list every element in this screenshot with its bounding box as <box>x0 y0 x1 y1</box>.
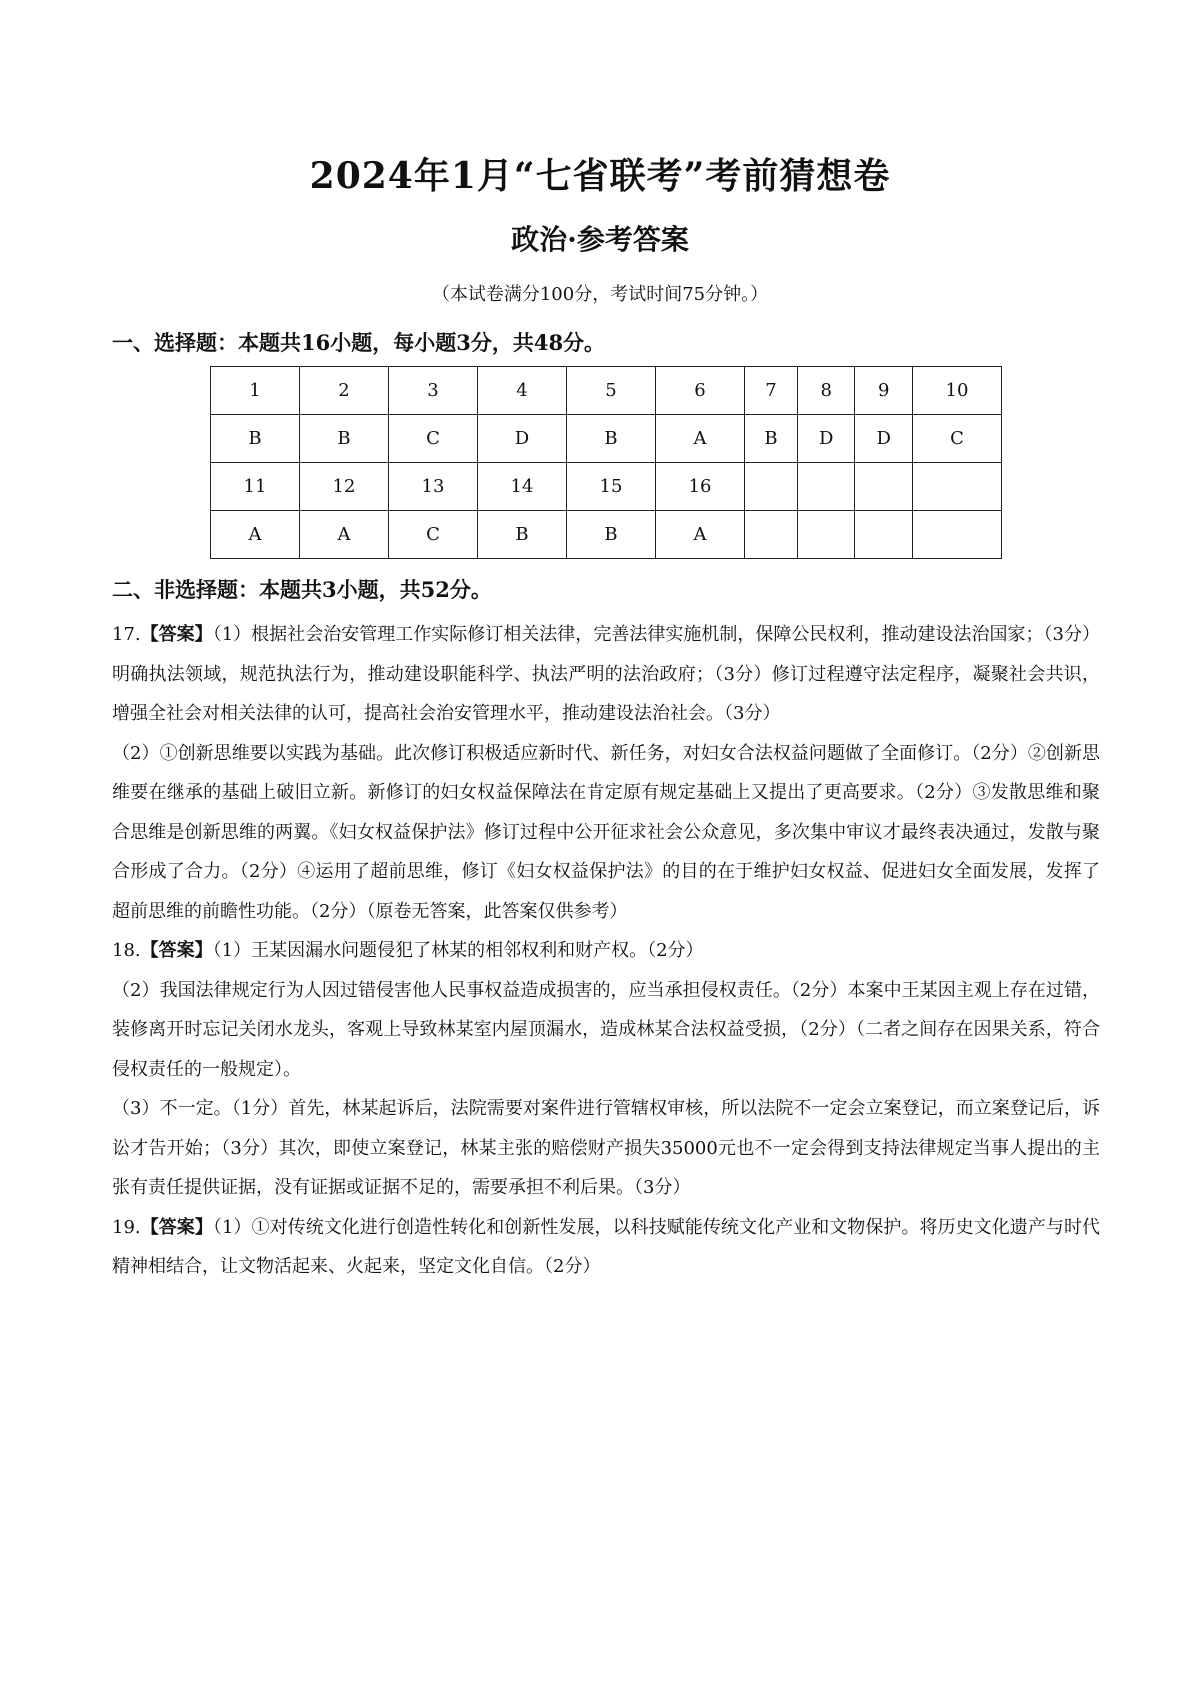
table-row <box>211 511 1002 559</box>
q17-answer-part2: （2）①创新思维要以实践为基础。此次修订积极适应新时代、新任务，对妇女合法权益问题做了全面修订。（2分）②创新思维要在继承的基础上破旧立新。新修订的妇女权益保障法在肯定原有规定基础上又提出了更高要求。（2分）③发散思维和聚合思维是创新思维的两翼。《妇女权益保护法》修订过程中公开征求社会公众意见，多次集中审议才最终表决通过，发散与聚合形成了合力。（2分）④运用了超前思维，修订《妇女权益保护法》的目的在于维护妇女权益、促进妇女全面发展，发挥了超前思维的前瞻性功能。（2分）（原卷无答案，此答案仅供参考） <box>112 742 1100 922</box>
q18-answer-part3: （3）不一定。（1分）首先，林某起诉后，法院需要对案件进行管辖权审核，所以法院不一定会立案登记，而立案登记后，诉讼才告开始；（3分）其次，即使立案登记，林某主张的赔偿财产损失35000元也不一定会得到支持法律规定当事人提出的主张有责任提供证据，没有证据或证据不足的，需要承担不利后果。（3分） <box>112 1098 1100 1198</box>
table-cell: B <box>211 415 300 463</box>
table-cell: 6 <box>656 367 745 415</box>
table-cell: 7 <box>745 367 798 415</box>
answers-body <box>112 615 1100 1287</box>
question-number: 17. <box>112 624 141 645</box>
table-cell: D <box>855 415 912 463</box>
table-cell: B <box>745 415 798 463</box>
table-cell: 12 <box>300 463 389 511</box>
table-cell <box>797 511 854 559</box>
answer-label: 【答案】 <box>140 940 213 961</box>
table-cell: 2 <box>300 367 389 415</box>
q18-answer-part1 <box>112 931 1100 971</box>
table-cell <box>855 511 912 559</box>
question-number: 18. <box>112 940 141 961</box>
table-cell <box>855 463 912 511</box>
table-cell: 16 <box>656 463 745 511</box>
table-cell: 3 <box>389 367 478 415</box>
table-cell <box>745 463 798 511</box>
answer-text: （1）①对传统文化进行创造性转化和创新性发展，以科技赋能传统文化产业和文物保护。将历史文化遗产与时代精神相结合，让文物活起来、火起来，坚定文化自信。（2分） <box>112 1216 1101 1277</box>
table-cell: B <box>567 511 656 559</box>
table-cell: B <box>478 511 567 559</box>
table-row <box>211 367 1002 415</box>
question-number: 19. <box>112 1216 141 1238</box>
table-cell: A <box>211 511 300 559</box>
table-cell <box>912 463 1001 511</box>
table-cell <box>912 511 1001 559</box>
table-cell: 4 <box>478 367 567 415</box>
table-cell: 10 <box>912 367 1001 415</box>
q17-answer-part1 <box>112 615 1100 734</box>
table-cell: 15 <box>567 463 656 511</box>
table-cell: 8 <box>797 367 854 415</box>
table-row <box>211 463 1002 511</box>
table-cell: C <box>912 415 1001 463</box>
table-cell: B <box>300 415 389 463</box>
q19-answer-part1 <box>112 1208 1100 1287</box>
table-cell: A <box>656 511 745 559</box>
section-heading-choice: 一、选择题：本题共16小题，每小题3分，共48分。 <box>112 330 606 355</box>
answer-label: 【答案】 <box>140 624 213 645</box>
table-cell: C <box>389 511 478 559</box>
table-cell: B <box>567 415 656 463</box>
table-row <box>211 415 1002 463</box>
answer-text: （1）根据社会治安管理工作实际修订相关法律，完善法律实施机制，保障公民权利，推动建设法治国家；（3分）明确执法领域，规范执法行为，推动建设职能科学、执法严明的法治政府；（3分）修订过程遵守法定程序，凝聚社会共识，增强全社会对相关法律的认可，提高社会治安管理水平，推动建设法治社会。（3分） <box>112 624 1100 724</box>
table-cell: 1 <box>211 367 300 415</box>
table-cell: D <box>478 415 567 463</box>
table-cell <box>745 511 798 559</box>
table-cell: 5 <box>567 367 656 415</box>
table-cell: A <box>656 415 745 463</box>
table-cell <box>797 463 854 511</box>
document-subtitle: 政治·参考答案 <box>511 223 689 256</box>
table-cell: C <box>389 415 478 463</box>
table-cell: 11 <box>211 463 300 511</box>
table-cell: 13 <box>389 463 478 511</box>
table-cell: D <box>797 415 854 463</box>
answer-table <box>210 366 1002 559</box>
section-heading-nonchoice: 二、非选择题：本题共3小题，共52分。 <box>112 577 492 602</box>
answer-label: 【答案】 <box>140 1216 213 1238</box>
q18-answer-part2: （2）我国法律规定行为人因过错侵害他人民事权益造成损害的，应当承担侵权责任。（2分）本案中王某因主观上存在过错，装修离开时忘记关闭水龙头，客观上导致林某室内屋顶漏水，造成林某合法权益受损，（2分）（二者之间存在因果关系，符合侵权责任的一般规定）。 <box>112 979 1100 1080</box>
table-cell: 14 <box>478 463 567 511</box>
table-cell: 9 <box>855 367 912 415</box>
table-cell: A <box>300 511 389 559</box>
answer-text: （1）王某因漏水问题侵犯了林某的相邻权利和财产权。（2分） <box>212 940 704 961</box>
exam-note: （本试卷满分100分，考试时间75分钟。） <box>431 284 769 305</box>
document-title: 2024年1月“七省联考”考前猜想卷 <box>309 155 891 197</box>
